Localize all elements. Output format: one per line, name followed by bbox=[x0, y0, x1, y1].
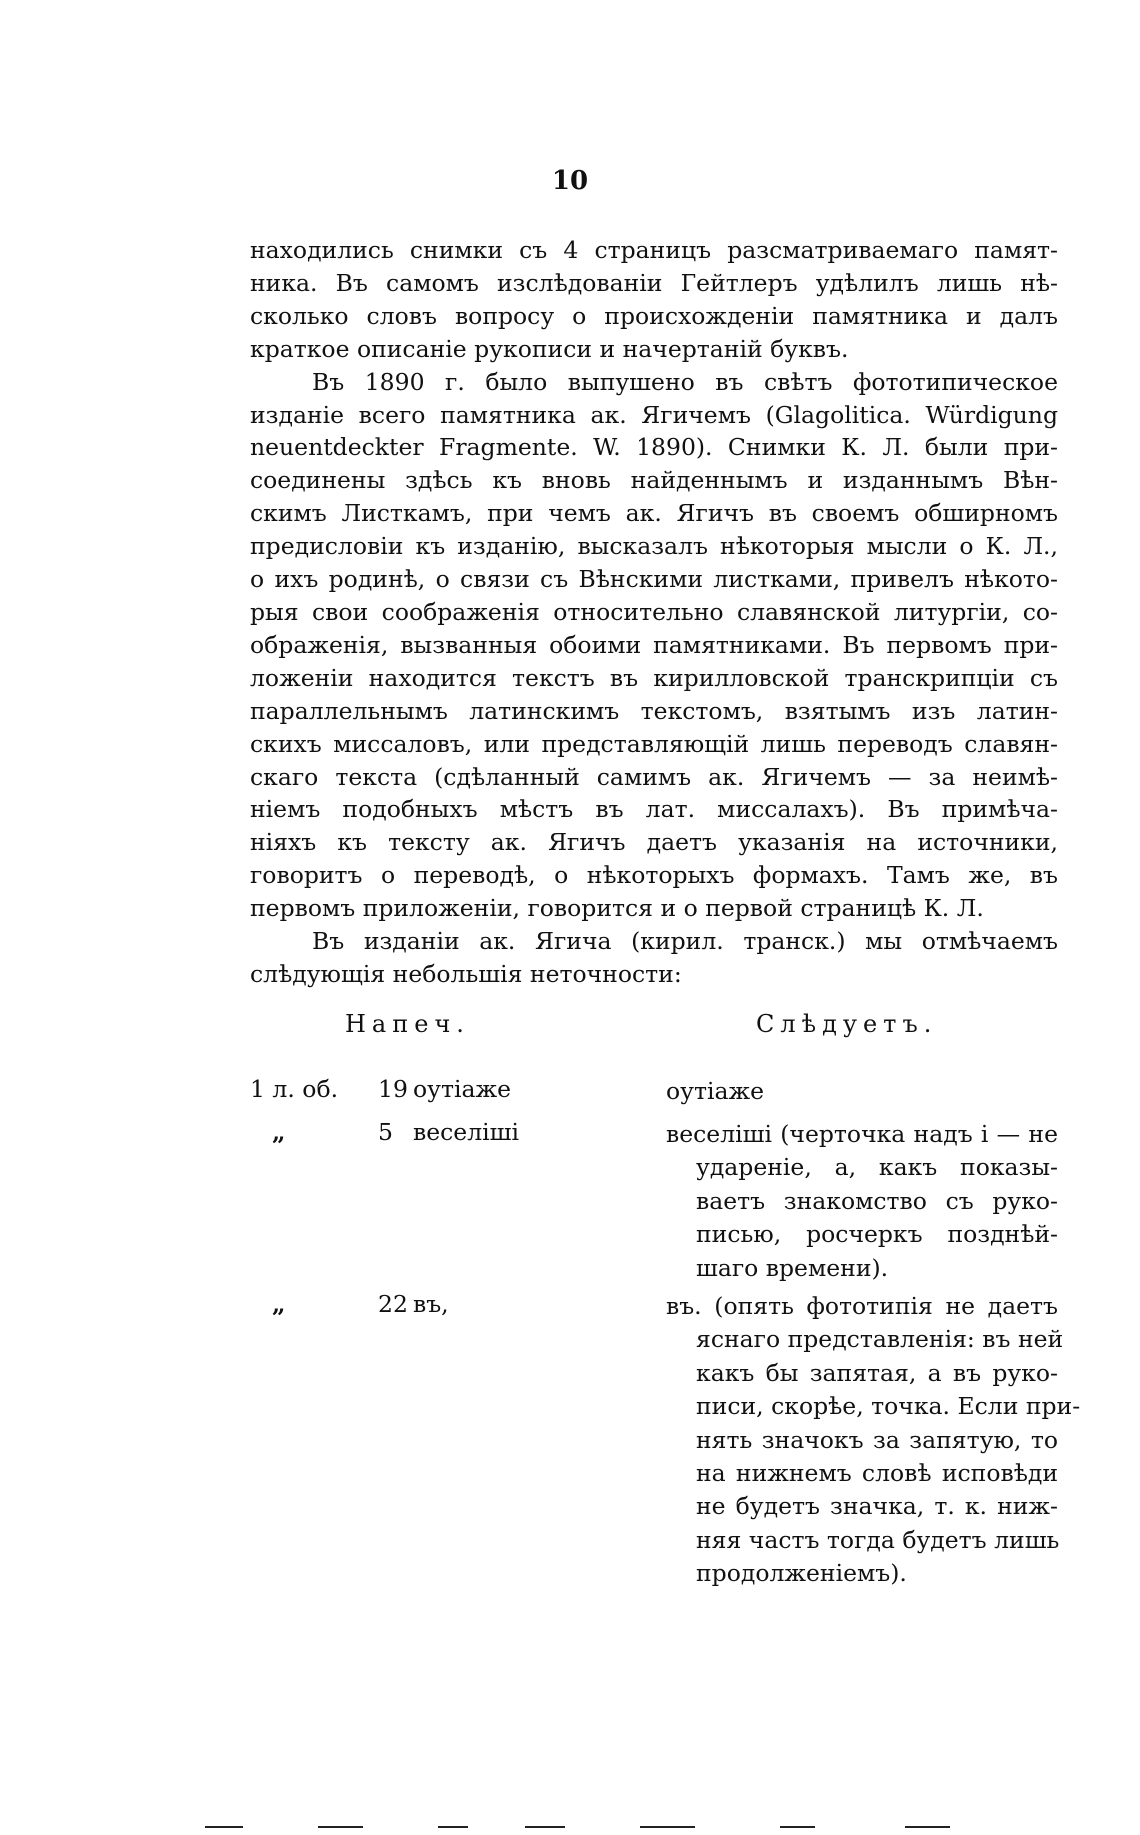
text-line: рыя свои соображенія относительно славянской литургіи, со- bbox=[250, 597, 1058, 626]
errata-printed: веселіші bbox=[413, 1118, 520, 1146]
paragraph-3 bbox=[250, 925, 1058, 991]
errata-line-number: 5 bbox=[378, 1118, 393, 1146]
text-line: слѣдующія небольшія неточности: bbox=[250, 959, 682, 988]
errata-correct bbox=[666, 1075, 1058, 1108]
text-line: предисловіи къ изданію, высказалъ нѣкоторыя мысли о К. Л., bbox=[250, 532, 1058, 561]
header-printed: Напеч. bbox=[345, 1010, 470, 1038]
errata-correct bbox=[666, 1118, 1058, 1285]
text-line: какъ бы запятая, а въ руко- bbox=[696, 1358, 1058, 1387]
body-text bbox=[250, 234, 1058, 991]
page-number: 10 bbox=[551, 166, 589, 196]
text-line: продолженіемъ). bbox=[696, 1559, 907, 1588]
errata-ditto-mark: „ bbox=[272, 1290, 286, 1318]
text-line: не будетъ значка, т. к. ниж- bbox=[696, 1492, 1058, 1521]
text-line: оутіаже bbox=[666, 1077, 765, 1105]
errata-correct bbox=[666, 1290, 1081, 1591]
text-line: писью, росчеркъ позднѣй- bbox=[696, 1220, 1058, 1249]
text-line: удареніе, а, какъ показы- bbox=[696, 1153, 1058, 1182]
text-line: сколько словъ вопросу о происхожденіи памятника и далъ bbox=[250, 301, 1058, 330]
errata-location: 1 л. об. bbox=[250, 1075, 339, 1103]
text-line: Въ изданіи ак. Ягича (кирил. транск.) мы отмѣчаемъ bbox=[312, 927, 1058, 956]
text-line: писи, скорѣе, точка. Если при- bbox=[696, 1392, 1081, 1421]
paragraph-2 bbox=[250, 366, 1058, 925]
paragraph-1 bbox=[250, 234, 1058, 366]
text-line: скимъ Листкамъ, при чемъ ак. Ягичъ въ своемъ обширномъ bbox=[250, 499, 1058, 528]
text-line: находились снимки съ 4 страницъ разсматриваемаго памят- bbox=[250, 236, 1058, 264]
text-line: ложеніи находится текстъ въ кирилловской транскрипціи съ bbox=[250, 663, 1058, 692]
text-line: ображенія, вызванныя обоими памятниками. Въ первомъ при- bbox=[250, 630, 1058, 659]
errata-line-number: 19 bbox=[378, 1075, 408, 1103]
scan-edge-marks bbox=[0, 1826, 1140, 1829]
text-line: веселіші (черточка надъ і — не bbox=[666, 1120, 1058, 1148]
text-line: параллельнымъ латинскимъ текстомъ, взятымъ изъ латин- bbox=[250, 696, 1058, 725]
text-line: няя частъ тогда будетъ лишь bbox=[696, 1525, 1060, 1554]
text-line: въ. (опять фототипія не даетъ bbox=[666, 1292, 1058, 1320]
text-line: о ихъ родинѣ, о связи съ Вѣнскими листками, привелъ нѣкото- bbox=[250, 565, 1058, 594]
errata-printed: оутіаже bbox=[413, 1075, 512, 1103]
text-line: скаго текста (сдѣланный самимъ ак. Ягичемъ — за неимѣ- bbox=[250, 762, 1058, 791]
text-line: краткое описаніе рукописи и начертаній буквъ. bbox=[250, 334, 849, 363]
text-line: шаго времени). bbox=[696, 1253, 889, 1282]
text-line: первомъ приложеніи, говорится и о первой страницѣ К. Л. bbox=[250, 894, 984, 923]
text-line: соединены здѣсь къ вновь найденнымъ и изданнымъ Вѣн- bbox=[250, 466, 1058, 495]
header-correct: Слѣдуетъ. bbox=[756, 1010, 938, 1038]
text-line: Въ 1890 г. было выпушено въ свѣтъ фототипическое bbox=[312, 367, 1058, 396]
text-line: neuentdeckter Fragmente. W. 1890). Снимки К. Л. были при- bbox=[250, 433, 1058, 462]
errata-printed: въ, bbox=[413, 1290, 449, 1318]
text-line: яснаго представленія: въ ней bbox=[696, 1325, 1064, 1354]
errata-ditto-mark: „ bbox=[272, 1118, 286, 1146]
text-line: на нижнемъ словѣ исповѣди bbox=[696, 1459, 1058, 1488]
text-line: говоритъ о переводѣ, о нѣкоторыхъ формахъ. Тамъ же, въ bbox=[250, 861, 1058, 890]
text-line: ніемъ подобныхъ мѣстъ въ лат. миссалахъ). Въ примѣча- bbox=[250, 795, 1058, 824]
text-line: изданіе всего памятника ак. Ягичемъ (Glagolitica. Würdigung bbox=[250, 400, 1058, 429]
errata-line-number: 22 bbox=[378, 1290, 408, 1318]
text-line: ніяхъ къ тексту ак. Ягичъ даетъ указанія на источники, bbox=[250, 828, 1058, 857]
text-line: нять значокъ за запятую, то bbox=[696, 1425, 1058, 1454]
text-line: ника. Въ самомъ изслѣдованіи Гейтлеръ удѣлилъ лишь нѣ- bbox=[250, 268, 1058, 297]
text-line: ваетъ знакомство съ руко- bbox=[696, 1186, 1058, 1215]
text-line: скихъ миссаловъ, или представляющій лишь переводъ славян- bbox=[250, 729, 1058, 758]
